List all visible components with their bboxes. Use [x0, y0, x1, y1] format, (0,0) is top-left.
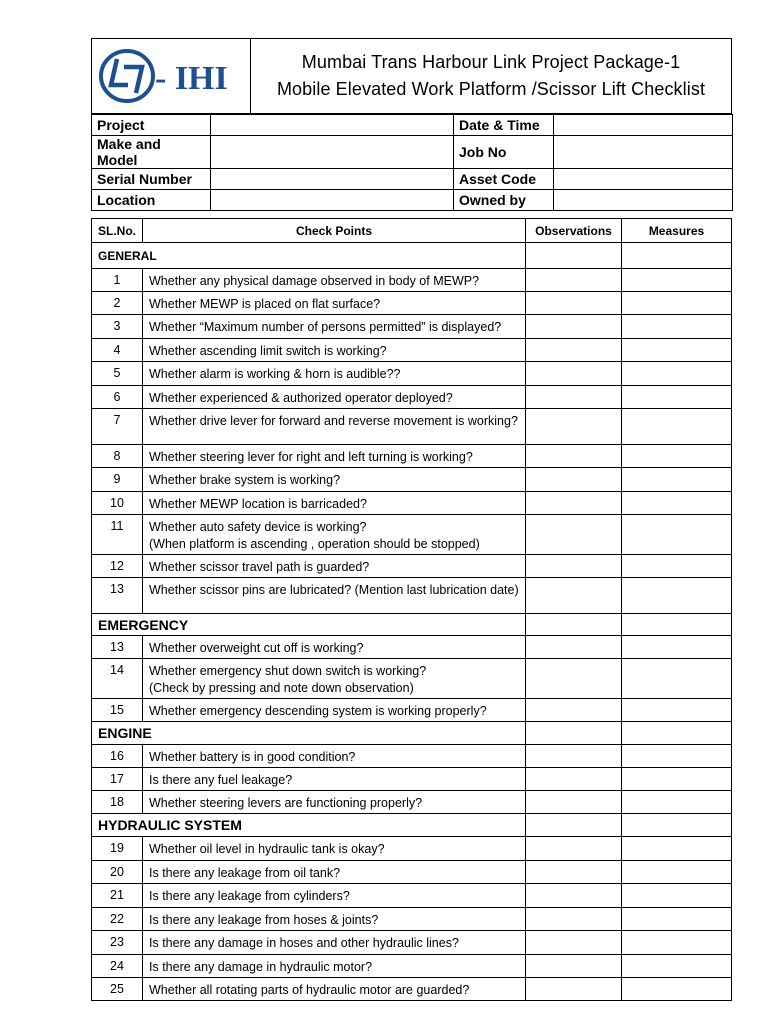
check-point-line: Whether auto safety device is working?: [149, 520, 367, 534]
location-label: Location: [92, 190, 211, 211]
observations-cell[interactable]: [526, 468, 622, 492]
check-point-line: Is there any fuel leakage?: [149, 773, 293, 787]
check-point-text: [143, 515, 526, 555]
measures-cell[interactable]: [622, 339, 732, 362]
measures-cell[interactable]: [622, 699, 732, 722]
section-title: ENGINE: [92, 722, 526, 745]
table-row: [92, 908, 732, 931]
observations-cell[interactable]: [526, 814, 622, 837]
measures-cell[interactable]: [622, 745, 732, 768]
row-number: 5: [92, 362, 143, 386]
observations-cell[interactable]: [526, 409, 622, 445]
measures-cell[interactable]: [622, 386, 732, 409]
check-point-line: Whether oil level in hydraulic tank is okay?: [149, 842, 385, 856]
observations-cell[interactable]: [526, 768, 622, 791]
table-row: [92, 837, 732, 861]
check-point-text: [143, 386, 526, 409]
measures-cell[interactable]: [622, 315, 732, 339]
row-number: 20: [92, 861, 143, 884]
check-point-line: Whether brake system is working?: [149, 473, 341, 487]
make-model-label: Make and Model: [92, 136, 211, 169]
project-title: Mumbai Trans Harbour Link Project Package-1: [301, 52, 681, 72]
check-point-line: Is there any leakage from oil tank?: [149, 866, 341, 880]
measures-cell[interactable]: [622, 515, 732, 555]
row-number: 23: [92, 931, 143, 955]
section-title: HYDRAULIC SYSTEM: [92, 814, 526, 837]
check-point-text: [143, 578, 526, 614]
check-point-line: Whether all rotating parts of hydraulic motor are guarded?: [149, 983, 470, 997]
table-row: [92, 386, 732, 409]
check-point-text: [143, 745, 526, 768]
row-number: 1: [92, 269, 143, 292]
check-point-line: Whether overweight cut off is working?: [149, 641, 364, 655]
owned-by-label: Owned by: [454, 190, 554, 211]
checklist-table: [91, 218, 732, 1001]
observations-cell[interactable]: [526, 745, 622, 768]
table-row: [92, 409, 732, 445]
check-point-text: [143, 861, 526, 884]
table-row: [92, 768, 732, 791]
observations-cell[interactable]: [526, 908, 622, 931]
row-number: 22: [92, 908, 143, 931]
table-row: [92, 791, 732, 814]
location-field[interactable]: [211, 190, 454, 211]
check-point-text: [143, 339, 526, 362]
table-row: [92, 978, 732, 1001]
project-label: Project: [92, 115, 211, 136]
measures-cell[interactable]: [622, 292, 732, 315]
lt-logo-icon: [97, 45, 245, 107]
checklist-title: Mobile Elevated Work Platform /Scissor Lift Checklist: [276, 79, 706, 99]
check-point-line: Whether steering lever for right and left turning is working?: [149, 450, 473, 464]
measures-cell[interactable]: [622, 978, 732, 1001]
table-row: [92, 269, 732, 292]
asset-code-field[interactable]: [554, 169, 733, 190]
measures-cell[interactable]: [622, 659, 732, 699]
slno-header: SL.No.: [92, 219, 143, 243]
table-row: [92, 861, 732, 884]
check-point-text: [143, 555, 526, 578]
observations-cell[interactable]: [526, 791, 622, 814]
job-no-field[interactable]: [554, 136, 733, 169]
measures-cell[interactable]: [622, 636, 732, 659]
measures-cell[interactable]: [622, 362, 732, 386]
table-row: [92, 492, 732, 515]
row-number: 16: [92, 745, 143, 768]
checklist-body: [92, 243, 732, 1001]
table-row: [92, 339, 732, 362]
check-point-text: [143, 492, 526, 515]
info-table: [91, 114, 733, 211]
row-number: 8: [92, 445, 143, 468]
row-number: 15: [92, 699, 143, 722]
check-point-line: Is there any damage in hydraulic motor?: [149, 960, 373, 974]
measures-cell[interactable]: [622, 555, 732, 578]
check-point-line: Is there any leakage from hoses & joints?: [149, 913, 379, 927]
company-logo: [92, 39, 251, 113]
date-time-field[interactable]: [554, 115, 733, 136]
observations-cell[interactable]: [526, 699, 622, 722]
observations-cell[interactable]: [526, 492, 622, 515]
measures-cell[interactable]: [622, 908, 732, 931]
section-title: GENERAL: [92, 243, 526, 269]
check-point-text: [143, 908, 526, 931]
project-field[interactable]: [211, 115, 454, 136]
check-point-text: [143, 636, 526, 659]
table-row: [92, 578, 732, 614]
check-point-line: Whether MEWP is placed on flat surface?: [149, 297, 381, 311]
table-row: [92, 699, 732, 722]
row-number: 3: [92, 315, 143, 339]
observations-cell[interactable]: [526, 978, 622, 1001]
measures-cell[interactable]: [622, 492, 732, 515]
job-no-label: Job No: [454, 136, 554, 169]
section-title: EMERGENCY: [92, 614, 526, 636]
observations-cell[interactable]: [526, 578, 622, 614]
check-point-note: (When platform is ascending , operation should be stopped): [149, 537, 480, 551]
check-point-text: [143, 931, 526, 955]
check-point-line: Whether MEWP location is barricaded?: [149, 497, 367, 511]
row-number: 14: [92, 659, 143, 699]
check-point-line: Whether steering levers are functioning properly?: [149, 796, 423, 810]
title-block: [251, 39, 731, 113]
check-point-text: [143, 315, 526, 339]
observations-cell[interactable]: [526, 386, 622, 409]
measures-cell[interactable]: [622, 861, 732, 884]
row-number: 25: [92, 978, 143, 1001]
row-number: 13: [92, 636, 143, 659]
observations-cell[interactable]: [526, 243, 622, 269]
row-number: 7: [92, 409, 143, 445]
check-point-line: Whether scissor travel path is guarded?: [149, 560, 370, 574]
row-number: 10: [92, 492, 143, 515]
measures-cell[interactable]: [622, 791, 732, 814]
measures-cell[interactable]: [622, 578, 732, 614]
observations-cell[interactable]: [526, 837, 622, 861]
observations-cell[interactable]: [526, 339, 622, 362]
check-point-text: [143, 269, 526, 292]
check-point-line: Whether ascending limit switch is working?: [149, 344, 387, 358]
observations-cell[interactable]: [526, 722, 622, 745]
owned-by-field[interactable]: [554, 190, 733, 211]
observations-cell[interactable]: [526, 955, 622, 978]
document-header: [91, 38, 732, 114]
table-row: [92, 636, 732, 659]
table-row: [92, 931, 732, 955]
check-point-text: [143, 362, 526, 386]
check-point-line: Is there any damage in hoses and other hydraulic lines?: [149, 936, 459, 950]
measures-cell[interactable]: [622, 445, 732, 468]
measures-cell[interactable]: [622, 884, 732, 908]
observations-cell[interactable]: [526, 445, 622, 468]
measures-cell[interactable]: [622, 409, 732, 445]
serial-number-label: Serial Number: [92, 169, 211, 190]
measures-cell[interactable]: [622, 768, 732, 791]
check-point-text: [143, 978, 526, 1001]
table-row: [92, 659, 732, 699]
date-time-label: Date & Time: [454, 115, 554, 136]
serial-number-field[interactable]: [211, 169, 454, 190]
check-point-text: [143, 468, 526, 492]
logo-text: - IHI: [155, 60, 228, 97]
check-point-line: Whether emergency shut down switch is working?: [149, 664, 427, 678]
section-row-general: [92, 243, 732, 269]
row-number: 21: [92, 884, 143, 908]
table-row: [92, 955, 732, 978]
row-number: 9: [92, 468, 143, 492]
check-point-line: Whether battery is in good condition?: [149, 750, 356, 764]
observations-cell[interactable]: [526, 636, 622, 659]
row-number: 13: [92, 578, 143, 614]
check-point-text: [143, 768, 526, 791]
measures-cell[interactable]: [622, 722, 732, 745]
check-point-line: Whether “Maximum number of persons permitted” is displayed?: [149, 320, 502, 334]
row-number: 6: [92, 386, 143, 409]
section-row-engine: [92, 722, 732, 745]
check-points-header: Check Points: [143, 219, 526, 243]
measures-cell[interactable]: [622, 468, 732, 492]
table-row: [92, 555, 732, 578]
observations-cell[interactable]: [526, 614, 622, 636]
table-row: [92, 745, 732, 768]
observations-cell[interactable]: [526, 861, 622, 884]
table-row: [92, 884, 732, 908]
measures-cell[interactable]: [622, 243, 732, 269]
check-point-text: [143, 292, 526, 315]
check-point-text: [143, 659, 526, 699]
make-model-field[interactable]: [211, 136, 454, 169]
observations-cell[interactable]: [526, 555, 622, 578]
table-row: [92, 292, 732, 315]
check-point-text: [143, 884, 526, 908]
row-number: 18: [92, 791, 143, 814]
table-row: [92, 445, 732, 468]
row-number: 2: [92, 292, 143, 315]
check-point-text: [143, 409, 526, 445]
check-point-line: Whether experienced & authorized operator deployed?: [149, 391, 453, 405]
measures-cell[interactable]: [622, 269, 732, 292]
check-point-line: Is there any leakage from cylinders?: [149, 889, 350, 903]
observations-cell[interactable]: [526, 292, 622, 315]
asset-code-label: Asset Code: [454, 169, 554, 190]
measures-cell[interactable]: [622, 614, 732, 636]
check-point-text: [143, 955, 526, 978]
check-point-text: [143, 791, 526, 814]
row-number: 11: [92, 515, 143, 555]
observations-cell[interactable]: [526, 362, 622, 386]
row-number: 19: [92, 837, 143, 861]
observations-cell[interactable]: [526, 515, 622, 555]
row-number: 24: [92, 955, 143, 978]
row-number: 12: [92, 555, 143, 578]
check-point-line: Whether any physical damage observed in body of MEWP?: [149, 274, 480, 288]
observations-cell[interactable]: [526, 315, 622, 339]
measures-cell[interactable]: [622, 814, 732, 837]
check-point-note: (Check by pressing and note down observation): [149, 681, 414, 695]
measures-cell[interactable]: [622, 931, 732, 955]
table-row: [92, 315, 732, 339]
observations-cell[interactable]: [526, 884, 622, 908]
measures-header: Measures: [622, 219, 732, 243]
check-point-line: Whether drive lever for forward and reverse movement is working?: [149, 414, 518, 428]
table-row: [92, 468, 732, 492]
observations-cell[interactable]: [526, 659, 622, 699]
measures-cell[interactable]: [622, 955, 732, 978]
row-number: 4: [92, 339, 143, 362]
check-point-text: [143, 837, 526, 861]
observations-cell[interactable]: [526, 931, 622, 955]
table-row: [92, 362, 732, 386]
observations-header: Observations: [526, 219, 622, 243]
section-row-emergency: [92, 614, 732, 636]
table-row: [92, 515, 732, 555]
check-point-line: Whether alarm is working & horn is audible??: [149, 367, 401, 381]
row-number: 17: [92, 768, 143, 791]
check-point-line: Whether emergency descending system is working properly?: [149, 704, 487, 718]
check-point-text: [143, 445, 526, 468]
section-row-hydraulic: [92, 814, 732, 837]
check-point-text: [143, 699, 526, 722]
measures-cell[interactable]: [622, 837, 732, 861]
observations-cell[interactable]: [526, 269, 622, 292]
check-point-line: Whether scissor pins are lubricated? (Mention last lubrication date): [149, 583, 519, 597]
